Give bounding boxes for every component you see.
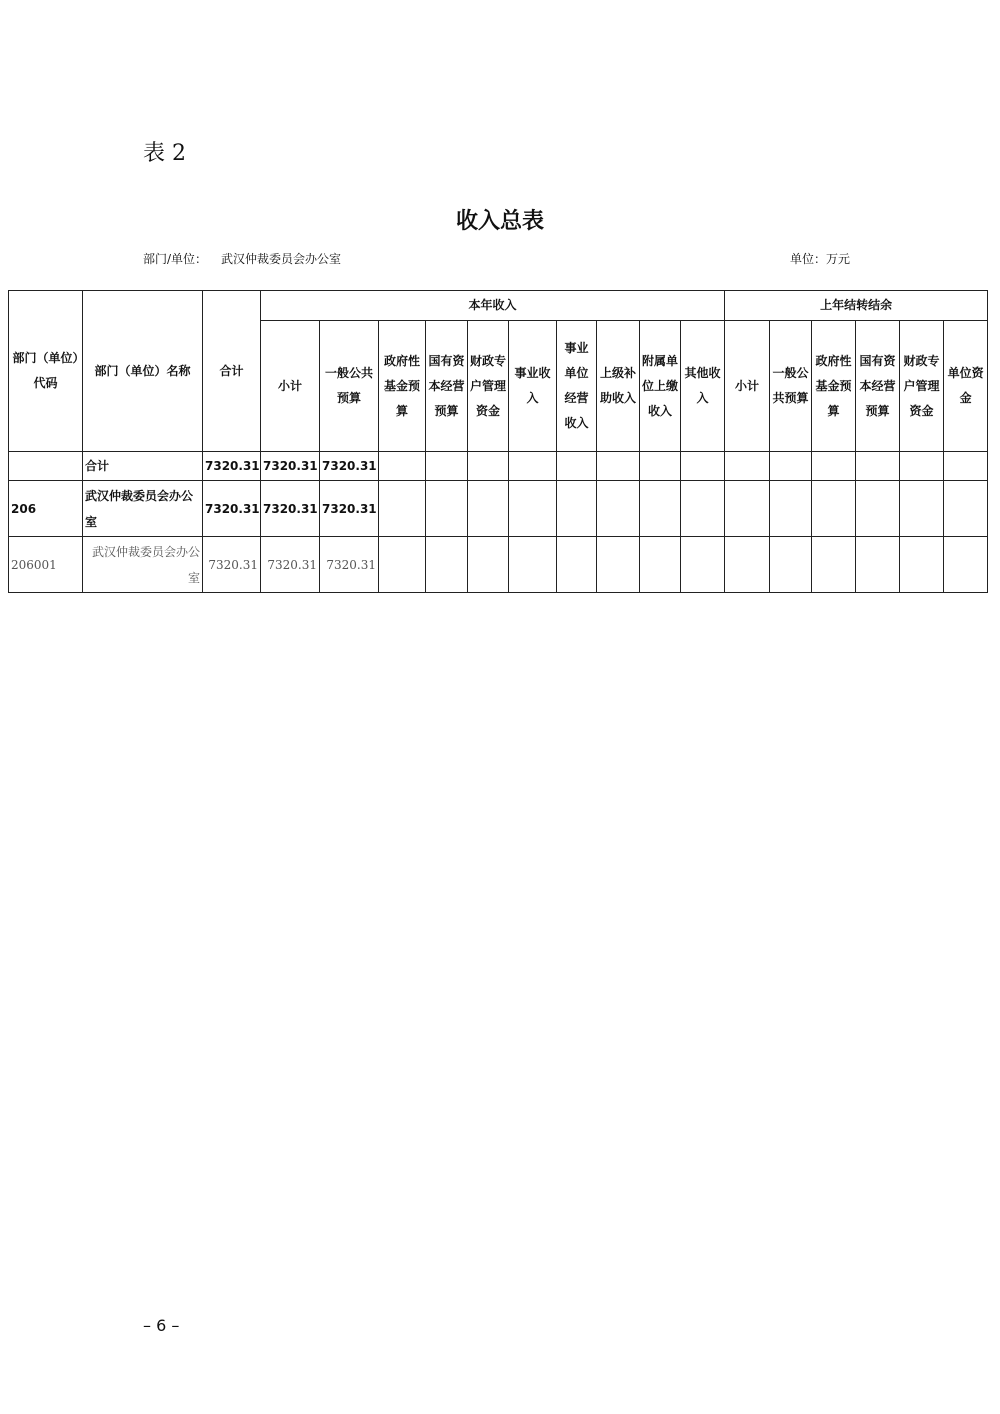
row-subtotal: 7320.31 xyxy=(261,452,320,481)
department-line xyxy=(143,250,341,267)
empty-cell xyxy=(681,537,725,593)
header-cy-operating-income: 事业单位经营收入 xyxy=(557,321,597,452)
empty-cell xyxy=(725,481,770,537)
header-cy-other-income: 其他收入 xyxy=(681,321,725,452)
empty-cell xyxy=(557,537,597,593)
row-subtotal: 7320.31 xyxy=(261,537,320,593)
row-code: 206001 xyxy=(9,537,83,593)
header-co-state-capital: 国有资本经营预算 xyxy=(856,321,900,452)
empty-cell xyxy=(509,481,557,537)
header-cy-subsidiary-remit: 附属单位上缴收入 xyxy=(640,321,681,452)
table-row xyxy=(9,537,988,593)
empty-cell xyxy=(597,481,640,537)
empty-cell xyxy=(597,537,640,593)
header-cy-business-income: 事业收入 xyxy=(509,321,557,452)
header-co-subtotal: 小计 xyxy=(725,321,770,452)
unit-label: 单位：万元 xyxy=(790,252,851,266)
empty-cell xyxy=(812,481,856,537)
empty-cell xyxy=(468,537,509,593)
header-cy-state-capital: 国有资本经营预算 xyxy=(426,321,468,452)
row-total: 7320.31 xyxy=(203,537,261,593)
empty-cell xyxy=(426,481,468,537)
header-code: 部门（单位）代码 xyxy=(9,291,83,452)
income-summary-table xyxy=(8,290,988,593)
empty-cell xyxy=(856,481,900,537)
empty-cell xyxy=(944,537,988,593)
row-name: 武汉仲裁委员会办公室 xyxy=(83,481,203,537)
row-code: 206 xyxy=(9,481,83,537)
empty-cell xyxy=(770,537,812,593)
row-code xyxy=(9,452,83,481)
department-label: 部门/单位： xyxy=(143,252,208,266)
header-co-unit-funds: 单位资金 xyxy=(944,321,988,452)
empty-cell xyxy=(379,537,426,593)
empty-cell xyxy=(856,452,900,481)
empty-cell xyxy=(900,452,944,481)
empty-cell xyxy=(426,452,468,481)
header-cy-general-budget: 一般公共预算 xyxy=(320,321,379,452)
empty-cell xyxy=(681,481,725,537)
header-name: 部门（单位）名称 xyxy=(83,291,203,452)
empty-cell xyxy=(509,537,557,593)
empty-cell xyxy=(944,481,988,537)
empty-cell xyxy=(640,537,681,593)
empty-cell xyxy=(379,452,426,481)
department-name: 武汉仲裁委员会办公室 xyxy=(221,252,342,266)
row-name: 武汉仲裁委员会办公室 xyxy=(83,537,203,593)
empty-cell xyxy=(426,537,468,593)
empty-cell xyxy=(900,537,944,593)
empty-cell xyxy=(468,452,509,481)
header-current-year-income: 本年收入 xyxy=(261,291,725,321)
row-subtotal: 7320.31 xyxy=(261,481,320,537)
document-title: 收入总表 xyxy=(455,209,544,234)
empty-cell xyxy=(725,537,770,593)
header-cy-special-account: 财政专户管理资金 xyxy=(468,321,509,452)
empty-cell xyxy=(640,452,681,481)
page-number: – 6 – xyxy=(143,1316,180,1335)
empty-cell xyxy=(509,452,557,481)
empty-cell xyxy=(812,537,856,593)
empty-cell xyxy=(856,537,900,593)
header-cy-superior-subsidy: 上级补助收入 xyxy=(597,321,640,452)
empty-cell xyxy=(770,452,812,481)
header-co-general-budget: 一般公共预算 xyxy=(770,321,812,452)
table-label: 表 2 xyxy=(143,141,186,166)
empty-cell xyxy=(770,481,812,537)
empty-cell xyxy=(557,481,597,537)
header-total: 合计 xyxy=(203,291,261,452)
row-general-budget: 7320.31 xyxy=(320,481,379,537)
empty-cell xyxy=(900,481,944,537)
empty-cell xyxy=(812,452,856,481)
row-general-budget: 7320.31 xyxy=(320,537,379,593)
empty-cell xyxy=(468,481,509,537)
empty-cell xyxy=(944,452,988,481)
header-co-gov-fund: 政府性基金预算 xyxy=(812,321,856,452)
header-carryover: 上年结转结余 xyxy=(725,291,988,321)
empty-cell xyxy=(725,452,770,481)
table-row xyxy=(9,452,988,481)
table-row xyxy=(9,481,988,537)
row-name: 合计 xyxy=(83,452,203,481)
row-total: 7320.31 xyxy=(203,452,261,481)
header-co-special-account: 财政专户管理资金 xyxy=(900,321,944,452)
row-total: 7320.31 xyxy=(203,481,261,537)
header-cy-gov-fund: 政府性基金预算 xyxy=(379,321,426,452)
row-general-budget: 7320.31 xyxy=(320,452,379,481)
empty-cell xyxy=(557,452,597,481)
empty-cell xyxy=(379,481,426,537)
empty-cell xyxy=(681,452,725,481)
empty-cell xyxy=(640,481,681,537)
header-cy-subtotal: 小计 xyxy=(261,321,320,452)
empty-cell xyxy=(597,452,640,481)
